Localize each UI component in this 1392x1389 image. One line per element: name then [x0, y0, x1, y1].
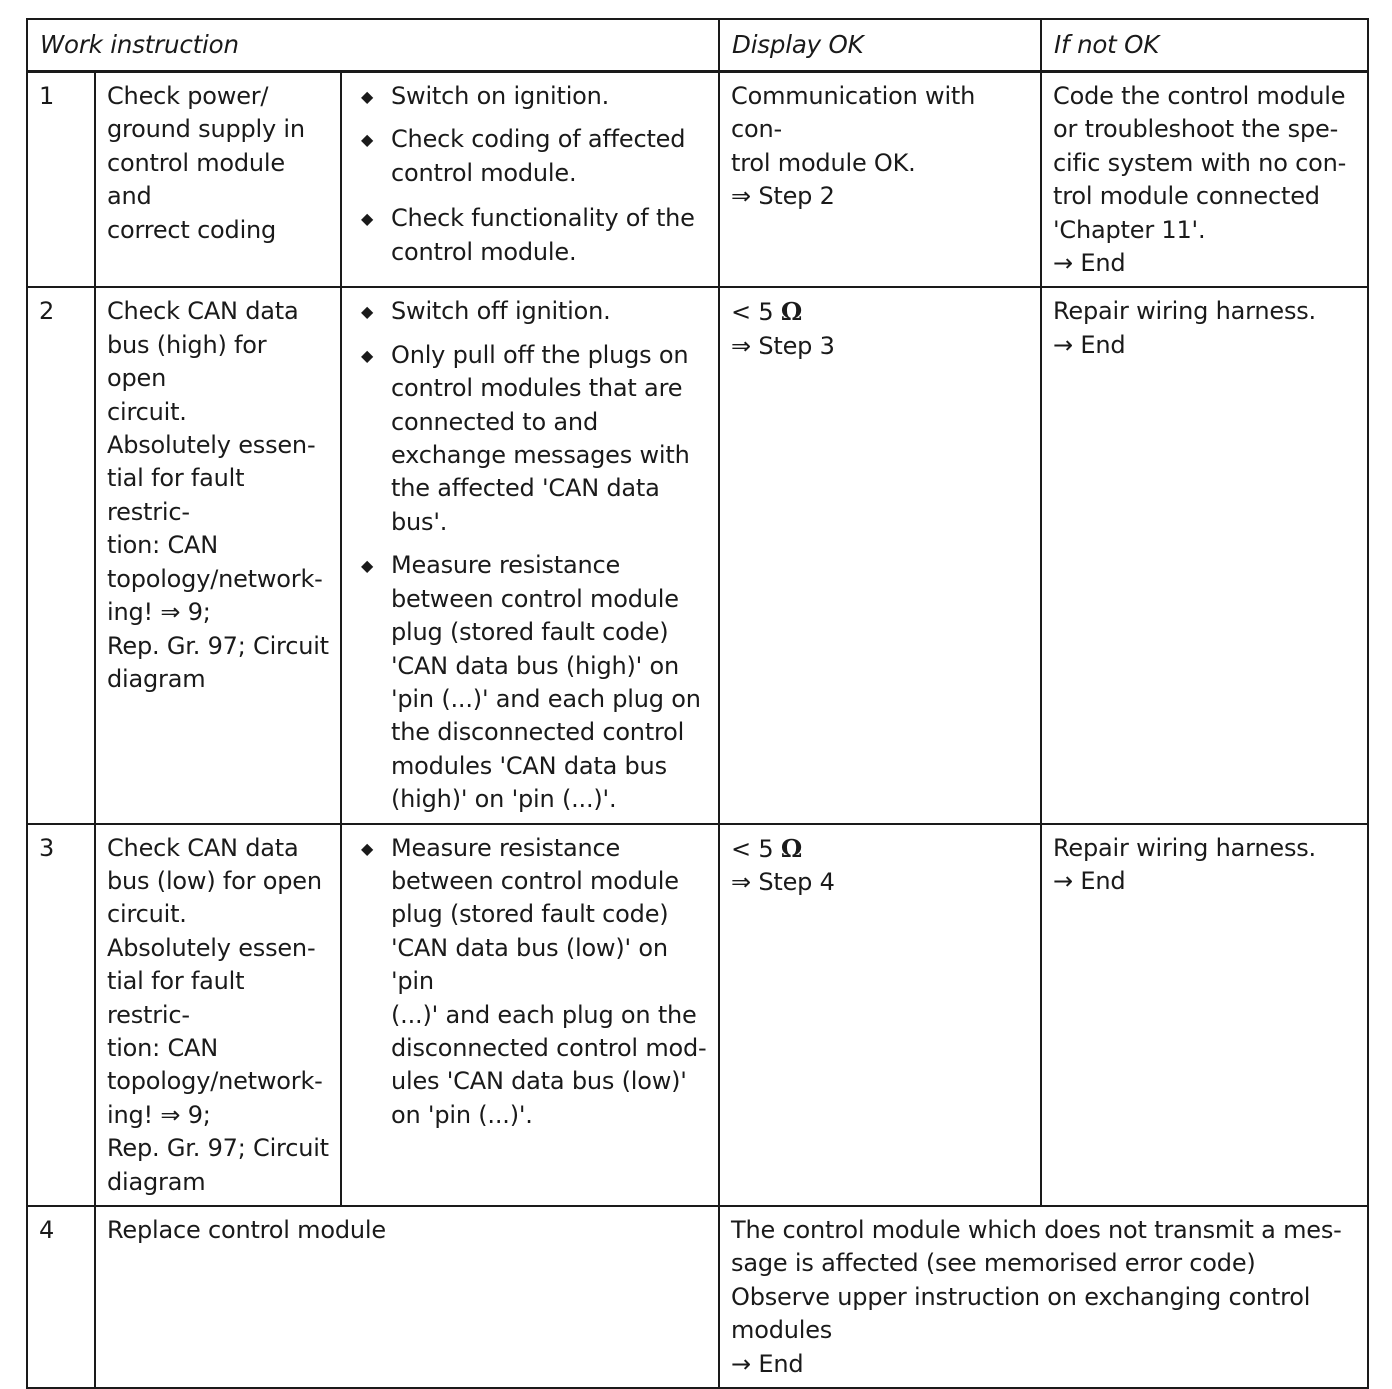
header-if-not-ok: If not OK [1041, 19, 1368, 72]
task-line: topology/network- [107, 1067, 323, 1096]
diamond-bullet-icon: ◆ [360, 345, 374, 365]
diamond-bullet-icon: ◆ [360, 209, 374, 229]
instruction-item [353, 80, 708, 113]
task-line: diagram [107, 1167, 206, 1196]
if-not-ok-line: trol module connected [1053, 182, 1320, 211]
instruction-line: the disconnected control [391, 718, 685, 747]
instruction-line: ules 'CAN data bus (low)' [391, 1067, 687, 1096]
diamond-bullet-icon: ◆ [360, 130, 374, 150]
instruction-line: between control module [391, 866, 679, 895]
instruction-line: plug (stored fault code) [391, 618, 669, 647]
task-line: ground supply in [107, 115, 305, 144]
task-line: diagram [107, 664, 206, 693]
threshold-value: < 5 [731, 298, 774, 327]
display-ok-cell [719, 824, 1041, 1206]
result-line: The control module which does not transmit a mes- [731, 1216, 1342, 1244]
instruction-line: modules 'CAN data bus [391, 751, 667, 780]
task-line: circuit. [107, 900, 187, 929]
result-cell [719, 1206, 1368, 1388]
if-not-ok-line: → End [1053, 330, 1126, 359]
instruction-line: (...)' and each plug on the [391, 1000, 697, 1029]
instruction-item [353, 123, 708, 190]
task-line: circuit. [107, 397, 187, 426]
step-instructions [341, 824, 719, 1206]
work-instruction-table [26, 18, 1369, 1389]
instruction-line: Only pull off the plugs on [391, 340, 689, 369]
if-not-ok-line: Repair wiring harness. [1053, 833, 1316, 862]
task-line: tion: CAN [107, 1033, 219, 1062]
display-ok-line: Communication with con- [731, 82, 976, 144]
display-ok-line: trol module OK. [731, 148, 916, 177]
instruction-line: Switch off ignition. [391, 297, 611, 326]
step-task [95, 72, 341, 288]
diamond-bullet-icon: ◆ [360, 87, 374, 106]
instruction-line: 'pin (...)' and each plug on [391, 684, 701, 713]
instruction-line: plug (stored fault code) [391, 900, 669, 929]
task-line: tial for fault restric- [107, 464, 245, 526]
step-number: 2 [27, 287, 95, 823]
display-ok-cell [719, 72, 1041, 288]
step-row-4 [27, 1206, 1368, 1388]
if-not-ok-line: or troubleshoot the spe- [1053, 115, 1339, 144]
task-line: ing! ⇒ 9; [107, 598, 211, 627]
step-number: 3 [27, 824, 95, 1206]
instruction-line: Check functionality of the [391, 204, 695, 233]
display-ok-cell [719, 287, 1041, 823]
instruction-line: control modules that are [391, 374, 683, 403]
instruction-line: between control module [391, 584, 679, 613]
diamond-bullet-icon: ◆ [360, 556, 374, 576]
instruction-line: control module. [391, 237, 577, 266]
step-row-2 [27, 287, 1368, 823]
instruction-line: on 'pin (...)'. [391, 1100, 533, 1129]
instruction-item [353, 549, 708, 816]
task-line: tion: CAN [107, 531, 219, 560]
step-task [95, 824, 341, 1206]
task-line: bus (low) for open [107, 866, 322, 895]
instruction-line: Measure resistance [391, 551, 621, 580]
ohm-unit: Ω [780, 833, 803, 863]
task-line: Check CAN data [107, 833, 299, 862]
diamond-bullet-icon: ◆ [360, 838, 374, 858]
if-not-ok-line: Repair wiring harness. [1053, 297, 1316, 326]
instruction-item [353, 202, 708, 269]
task-line: Check CAN data [107, 297, 299, 326]
if-not-ok-line: → End [1053, 249, 1126, 278]
display-ok-line: ⇒ Step 2 [731, 182, 835, 211]
task-line: Check power/ [107, 82, 269, 110]
instruction-line: Switch on ignition. [391, 82, 610, 110]
ohm-unit: Ω [780, 297, 803, 327]
instruction-line: bus'. [391, 507, 448, 536]
instruction-item [353, 295, 708, 328]
if-not-ok-cell [1041, 824, 1368, 1206]
header-display-ok: Display OK [719, 19, 1041, 72]
step-number: 1 [27, 72, 95, 288]
display-ok-line: ⇒ Step 3 [731, 331, 835, 360]
if-not-ok-cell [1041, 287, 1368, 823]
task-line: topology/network- [107, 564, 323, 593]
instruction-line: connected to and [391, 407, 598, 436]
instruction-line: the affected 'CAN data [391, 474, 660, 503]
instruction-line: exchange messages with [391, 441, 690, 470]
resistance-threshold [731, 832, 1030, 866]
if-not-ok-cell [1041, 72, 1368, 288]
diamond-bullet-icon: ◆ [360, 302, 374, 322]
task-line: bus (high) for open [107, 330, 267, 393]
resistance-threshold [731, 295, 1030, 329]
threshold-value: < 5 [731, 834, 774, 863]
result-line: sage is affected (see memorised error code) [731, 1249, 1256, 1278]
step-task: Replace control module [95, 1206, 719, 1388]
task-line: tial for fault restric- [107, 967, 245, 1029]
step-instructions [341, 287, 719, 823]
step-row-3 [27, 824, 1368, 1206]
step-number: 4 [27, 1206, 95, 1388]
header-row [27, 19, 1368, 72]
task-line: Absolutely essen- [107, 933, 316, 962]
task-line: Rep. Gr. 97; Circuit [107, 1134, 329, 1163]
if-not-ok-line: 'Chapter 11'. [1053, 215, 1206, 244]
step-task [95, 287, 341, 823]
instruction-line: control module. [391, 158, 577, 187]
step-instructions [341, 72, 719, 288]
instruction-line: 'CAN data bus (low)' on 'pin [391, 933, 668, 996]
instruction-item [353, 339, 708, 539]
result-line: → End [731, 1349, 804, 1378]
task-line: Absolutely essen- [107, 431, 316, 460]
instruction-line: (high)' on 'pin (...)'. [391, 785, 617, 814]
if-not-ok-line: Code the control module [1053, 82, 1346, 110]
task-line: control module and [107, 148, 285, 211]
instruction-line: Measure resistance [391, 833, 621, 862]
instruction-line: disconnected control mod- [391, 1033, 707, 1062]
instruction-item [353, 832, 708, 1133]
if-not-ok-line: → End [1053, 866, 1126, 895]
display-ok-line: ⇒ Step 4 [731, 867, 835, 896]
result-line: modules [731, 1316, 833, 1345]
header-work-instruction: Work instruction [27, 19, 719, 72]
task-line: Rep. Gr. 97; Circuit [107, 631, 329, 660]
task-line: ing! ⇒ 9; [107, 1100, 211, 1129]
instruction-line: 'CAN data bus (high)' on [391, 651, 679, 680]
task-line: correct coding [107, 215, 277, 244]
instruction-line: Check coding of affected [391, 125, 686, 154]
if-not-ok-line: cific system with no con- [1053, 148, 1347, 177]
step-row-1 [27, 72, 1368, 288]
result-line: Observe upper instruction on exchanging control [731, 1282, 1311, 1311]
